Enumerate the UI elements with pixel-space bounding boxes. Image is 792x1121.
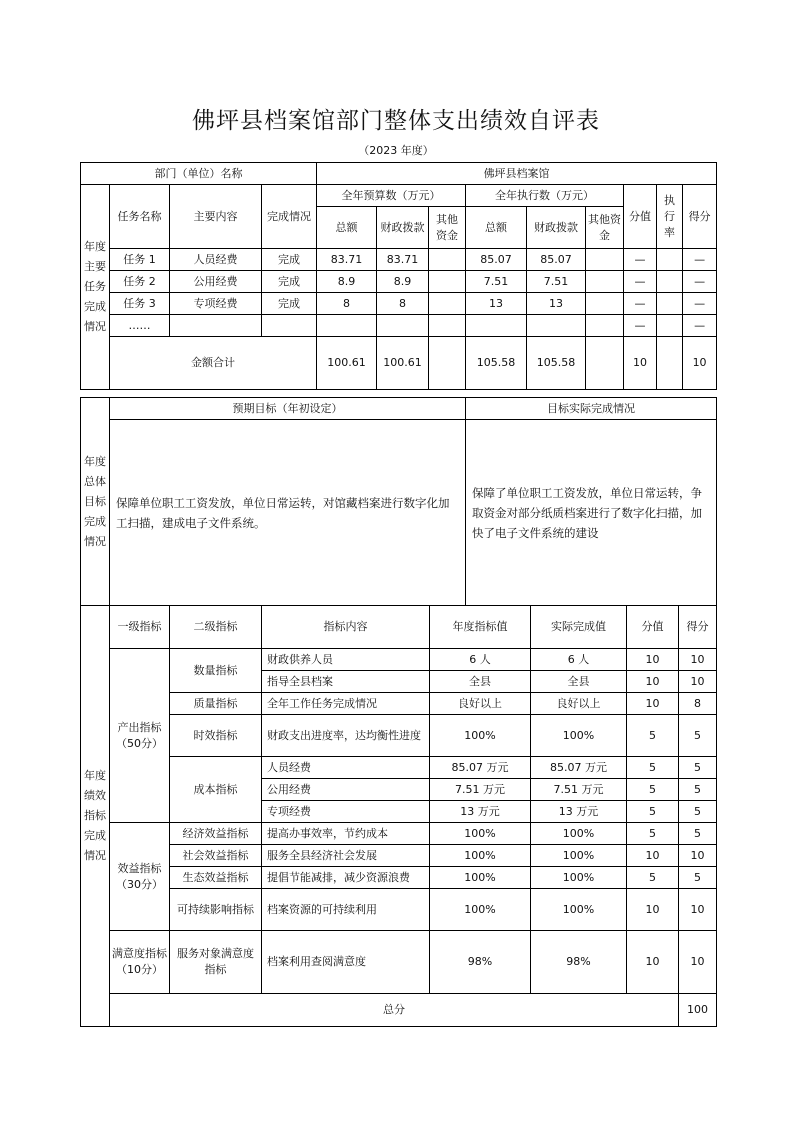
indicator-content: 财政支出进度率，达均衡性进度 [262, 715, 430, 757]
section1-side-label: 年度主要任务完成情况 [81, 185, 110, 390]
sum-get: 10 [683, 337, 717, 390]
header-exec-fiscal: 财政拨款 [527, 207, 586, 249]
exec-fiscal: 85.07 [527, 249, 586, 271]
table-row [81, 757, 717, 779]
goals-table [80, 397, 717, 606]
indicator-get: 5 [679, 757, 717, 779]
quality-indicator-label: 质量指标 [170, 693, 262, 715]
indicator-actual: 全县 [531, 671, 627, 693]
indicator-content: 全年工作任务完成情况 [262, 693, 430, 715]
sum-rate [657, 337, 683, 390]
task-status [262, 315, 317, 337]
table-row [81, 715, 717, 757]
indicator-score: 10 [627, 889, 679, 931]
table-row [81, 693, 717, 715]
exec-total: 85.07 [466, 249, 527, 271]
indicator-content: 指导全县档案 [262, 671, 430, 693]
budget-fiscal: 8 [377, 293, 429, 315]
header-plan-goal: 预期目标（年初设定） [110, 398, 466, 420]
indicator-target: 7.51 万元 [430, 779, 531, 801]
indicator-content: 公用经费 [262, 779, 430, 801]
total-row [81, 994, 717, 1027]
indicator-target: 100% [430, 889, 531, 931]
indicator-content: 提倡节能减排，减少资源浪费 [262, 867, 430, 889]
indicator-actual: 100% [531, 823, 627, 845]
header-level1: 一级指标 [110, 606, 170, 649]
header-task-name: 任务名称 [110, 185, 170, 249]
task-content: 人员经费 [170, 249, 262, 271]
indicator-get: 10 [679, 931, 717, 994]
indicator-get: 5 [679, 779, 717, 801]
indicator-actual: 7.51 万元 [531, 779, 627, 801]
task-status: 完成 [262, 271, 317, 293]
get: — [683, 315, 717, 337]
indicator-content: 专项经费 [262, 801, 430, 823]
indicator-get: 5 [679, 867, 717, 889]
indicator-content: 提高办事效率，节约成本 [262, 823, 430, 845]
indicator-score: 10 [627, 931, 679, 994]
indicator-actual: 6 人 [531, 649, 627, 671]
header-exec: 全年执行数（万元） [466, 185, 624, 207]
indicator-target: 100% [430, 867, 531, 889]
rate [657, 249, 683, 271]
indicator-actual: 100% [531, 845, 627, 867]
header-score: 分值 [624, 185, 657, 249]
time-indicator-label: 时效指标 [170, 715, 262, 757]
indicator-get: 10 [679, 845, 717, 867]
sum-budget-total: 100.61 [317, 337, 377, 390]
budget-fiscal: 8.9 [377, 271, 429, 293]
indicator-content: 档案资源的可持续利用 [262, 889, 430, 931]
indicator-target: 13 万元 [430, 801, 531, 823]
indicator-content: 财政供养人员 [262, 649, 430, 671]
budget-other [429, 249, 466, 271]
indicator-target: 98% [430, 931, 531, 994]
exec-other [586, 293, 624, 315]
indicator-get: 5 [679, 715, 717, 757]
indicator-get: 5 [679, 801, 717, 823]
header-budget-total: 总额 [317, 207, 377, 249]
budget-fiscal [377, 315, 429, 337]
task-content: 公用经费 [170, 271, 262, 293]
indicator-score: 5 [627, 823, 679, 845]
task-name: 任务 2 [110, 271, 170, 293]
get: — [683, 293, 717, 315]
level2-label: 生态效益指标 [170, 867, 262, 889]
indicator-actual: 98% [531, 931, 627, 994]
header-budget-other: 其他资金 [429, 207, 466, 249]
indicator-actual: 100% [531, 889, 627, 931]
task-content: 专项经费 [170, 293, 262, 315]
sum-row [81, 337, 717, 390]
indicator-actual: 85.07 万元 [531, 757, 627, 779]
table-row [81, 271, 717, 293]
page-title: 佛坪县档案馆部门整体支出绩效自评表 [192, 108, 600, 134]
score: — [624, 271, 657, 293]
exec-fiscal: 13 [527, 293, 586, 315]
quantity-indicator-label: 数量指标 [170, 649, 262, 693]
indicators-table [80, 605, 717, 1027]
indicator-score: 10 [627, 671, 679, 693]
sum-exec-total: 105.58 [466, 337, 527, 390]
task-name: 任务 3 [110, 293, 170, 315]
indicator-score: 5 [627, 867, 679, 889]
indicator-get: 10 [679, 889, 717, 931]
indicator-content: 人员经费 [262, 757, 430, 779]
header-actual-goal: 目标实际完成情况 [466, 398, 717, 420]
indicator-score: 5 [627, 779, 679, 801]
budget-fiscal: 83.71 [377, 249, 429, 271]
budget-total: 8.9 [317, 271, 377, 293]
table-row [81, 315, 717, 337]
budget-other [429, 293, 466, 315]
level2-label: 可持续影响指标 [170, 889, 262, 931]
indicator-get: 10 [679, 671, 717, 693]
section3-side-label: 年度绩效指标完成情况 [81, 606, 110, 1027]
indicator-score: 5 [627, 757, 679, 779]
sum-label: 金额合计 [110, 337, 317, 390]
task-status: 完成 [262, 293, 317, 315]
output-indicator-label: 产出指标（50分） [110, 649, 170, 823]
exec-total: 7.51 [466, 271, 527, 293]
exec-total [466, 315, 527, 337]
table-row [81, 649, 717, 671]
budget-total [317, 315, 377, 337]
header-status: 完成情况 [262, 185, 317, 249]
rate [657, 293, 683, 315]
header-exec-other: 其他资金 [586, 207, 624, 249]
indicator-content: 档案利用查阅满意度 [262, 931, 430, 994]
budget-other [429, 271, 466, 293]
dept-label: 部门（单位）名称 [81, 163, 317, 185]
header-score: 分值 [627, 606, 679, 649]
level2-label: 服务对象满意度指标 [170, 931, 262, 994]
header-level2: 二级指标 [170, 606, 262, 649]
indicator-target: 100% [430, 715, 531, 757]
indicator-target: 85.07 万元 [430, 757, 531, 779]
sum-exec-fiscal: 105.58 [527, 337, 586, 390]
indicator-score: 5 [627, 715, 679, 757]
exec-fiscal: 7.51 [527, 271, 586, 293]
indicator-get: 8 [679, 693, 717, 715]
indicator-score: 10 [627, 693, 679, 715]
report-year: （2023 年度） [358, 144, 434, 157]
table-row [81, 931, 717, 994]
sum-score: 10 [624, 337, 657, 390]
score: — [624, 249, 657, 271]
total-score: 100 [679, 994, 717, 1027]
score: — [624, 315, 657, 337]
score: — [624, 293, 657, 315]
header-budget-fiscal: 财政拨款 [377, 207, 429, 249]
benefit-indicator-label: 效益指标（30分） [110, 823, 170, 931]
header-target: 年度指标值 [430, 606, 531, 649]
budget-total: 8 [317, 293, 377, 315]
table-row [81, 889, 717, 931]
header-main-content: 主要内容 [170, 185, 262, 249]
header-exec-total: 总额 [466, 207, 527, 249]
header-budget: 全年预算数（万元） [317, 185, 466, 207]
plan-goal-text: 保障单位职工工资发放，单位日常运转，对馆藏档案进行数字化加工扫描，建成电子文件系统。 [110, 420, 466, 606]
table-row [81, 867, 717, 889]
indicator-score: 10 [627, 845, 679, 867]
indicator-score: 5 [627, 801, 679, 823]
tasks-table [80, 162, 717, 390]
table-row [81, 249, 717, 271]
section2-side-label: 年度总体目标完成情况 [81, 398, 110, 606]
header-get: 得分 [683, 185, 717, 249]
get: — [683, 271, 717, 293]
task-content [170, 315, 262, 337]
budget-total: 83.71 [317, 249, 377, 271]
indicator-target: 6 人 [430, 649, 531, 671]
exec-other [586, 249, 624, 271]
indicator-actual: 100% [531, 715, 627, 757]
table-row [81, 823, 717, 845]
indicator-score: 10 [627, 649, 679, 671]
task-name: 任务 1 [110, 249, 170, 271]
exec-fiscal [527, 315, 586, 337]
indicator-get: 10 [679, 649, 717, 671]
level2-label: 经济效益指标 [170, 823, 262, 845]
indicator-target: 全县 [430, 671, 531, 693]
indicator-content: 服务全县经济社会发展 [262, 845, 430, 867]
table-row [81, 293, 717, 315]
exec-other [586, 315, 624, 337]
table-row [81, 845, 717, 867]
get: — [683, 249, 717, 271]
level2-label: 社会效益指标 [170, 845, 262, 867]
indicator-actual: 13 万元 [531, 801, 627, 823]
sum-exec-other [586, 337, 624, 390]
rate [657, 271, 683, 293]
header-actual: 实际完成值 [531, 606, 627, 649]
dept-name: 佛坪县档案馆 [317, 163, 717, 185]
indicator-actual: 100% [531, 867, 627, 889]
task-status: 完成 [262, 249, 317, 271]
header-get: 得分 [679, 606, 717, 649]
exec-total: 13 [466, 293, 527, 315]
cost-indicator-label: 成本指标 [170, 757, 262, 823]
header-rate: 执行率 [657, 185, 683, 249]
sum-budget-other [429, 337, 466, 390]
indicator-target: 100% [430, 823, 531, 845]
total-label: 总分 [110, 994, 679, 1027]
satisfaction-indicator-label: 满意度指标（10分） [110, 931, 170, 994]
rate [657, 315, 683, 337]
header-indicator-content: 指标内容 [262, 606, 430, 649]
indicator-actual: 良好以上 [531, 693, 627, 715]
indicator-target: 良好以上 [430, 693, 531, 715]
budget-other [429, 315, 466, 337]
indicator-target: 100% [430, 845, 531, 867]
indicator-get: 5 [679, 823, 717, 845]
sum-budget-fiscal: 100.61 [377, 337, 429, 390]
task-name: …… [110, 315, 170, 337]
actual-goal-text: 保障了单位职工工资发放，单位日常运转，争取资金对部分纸质档案进行了数字化扫描，加快了电子文件系统的建设 [466, 420, 717, 606]
exec-other [586, 271, 624, 293]
